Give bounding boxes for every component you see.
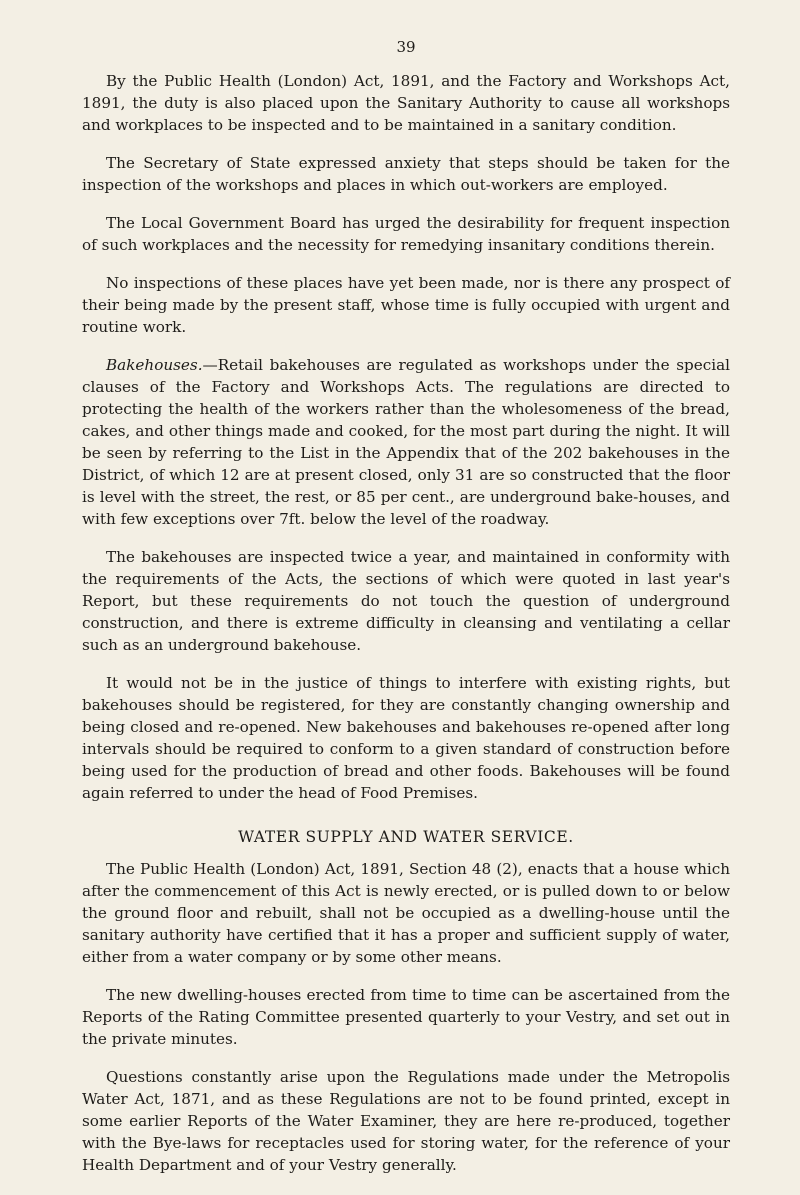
paragraph-no-inspections: No inspections of these places have yet been made, nor is there any prospect of their being made by the present staff, whose time is fully occupied with urgent and routine work. — [82, 274, 730, 336]
paragraph-workshops-duty: By the Public Health (London) Act, 1891, and the Factory and Workshops Act, 1891, the duty is also placed upon the Sanitary Authority to cause all workshops and workplaces to be inspected and to be maintained in a sanitary condition. — [82, 72, 730, 134]
paragraph-secretary-of-state: The Secretary of State expressed anxiety that steps should be taken for the inspection of the workshops and places in which out-workers are employed. — [82, 154, 730, 194]
paragraph-regulations: Questions constantly arise upon the Regulations made under the Metropolis Water Act, 1871, and as these Regulations are not to be found printed, except in some earlier Reports of the Water Examiner, they are here re-produced, together with the Bye-laws for receptacles used for storing water, for the reference of your Health Department and of your Vestry generally. — [82, 1068, 730, 1174]
paragraph-water-act: The Public Health (London) Act, 1891, Section 48 (2), enacts that a house which after the commencement of this Act is newly erected, or is pulled down to or below the ground floor and rebuilt, shall not be occupied as a dwelling-house until the sanitary authority have certified that it has a proper and sufficient supply of water, either from a water company or by some other means. — [82, 860, 730, 966]
paragraph-new-dwellings: The new dwelling-houses erected from time to time can be ascertained from the Reports of the Rating Committee presented quarterly to your Vestry, and set out in the private minutes. — [82, 986, 730, 1048]
paragraph-bakehouses-intro — [82, 354, 730, 530]
paragraph-bakehouses-registration: It would not be in the justice of things to interfere with existing rights, but bakehouses should be registered, for they are constantly changing ownership and being closed and re-opened. New bakehouses and bakehouses re-opened after long intervals should be required to conform to a given standard of construction before being used for the production of bread and other foods. Bakehouses will be found again referred to under the head of Food Premises. — [82, 674, 730, 802]
paragraph-local-government-board: The Local Government Board has urged the desirability for frequent inspection of such workplaces and the necessity for remedying insanitary conditions therein. — [82, 214, 730, 254]
heading-water-supply: WATER SUPPLY AND WATER SERVICE. — [238, 828, 574, 846]
paragraph-bakehouses-inspection: The bakehouses are inspected twice a year, and maintained in conformity with the requirements of the Acts, the sections of which were quoted in last year's Report, but these requirements do not touch the question of underground construction, and there is extreme difficulty in cleansing and ventilating a cellar such as an underground bakehouse. — [82, 548, 730, 654]
bakehouses-intro-text: —Retail bakehouses are regulated as workshops under the special clauses of the Factory and Workshops Acts. The regulations are directed to protecting the health of the workers rather than the wholesomeness of the bread, cakes, and other things made and cooked, for the most part during the night. It will be seen by referring to the List in the Appendix that of the 202 bakehouses in the District, of which 12 are at present closed, only 31 are so constructed that the floor is level with the street, the rest, or 85 per cent., are underground bake-houses, and with few exceptions over 7ft. below the level of the roadway. — [82, 356, 730, 528]
bakehouses-lead: Bakehouses. — [106, 356, 203, 374]
page-number: 39 — [396, 38, 416, 56]
